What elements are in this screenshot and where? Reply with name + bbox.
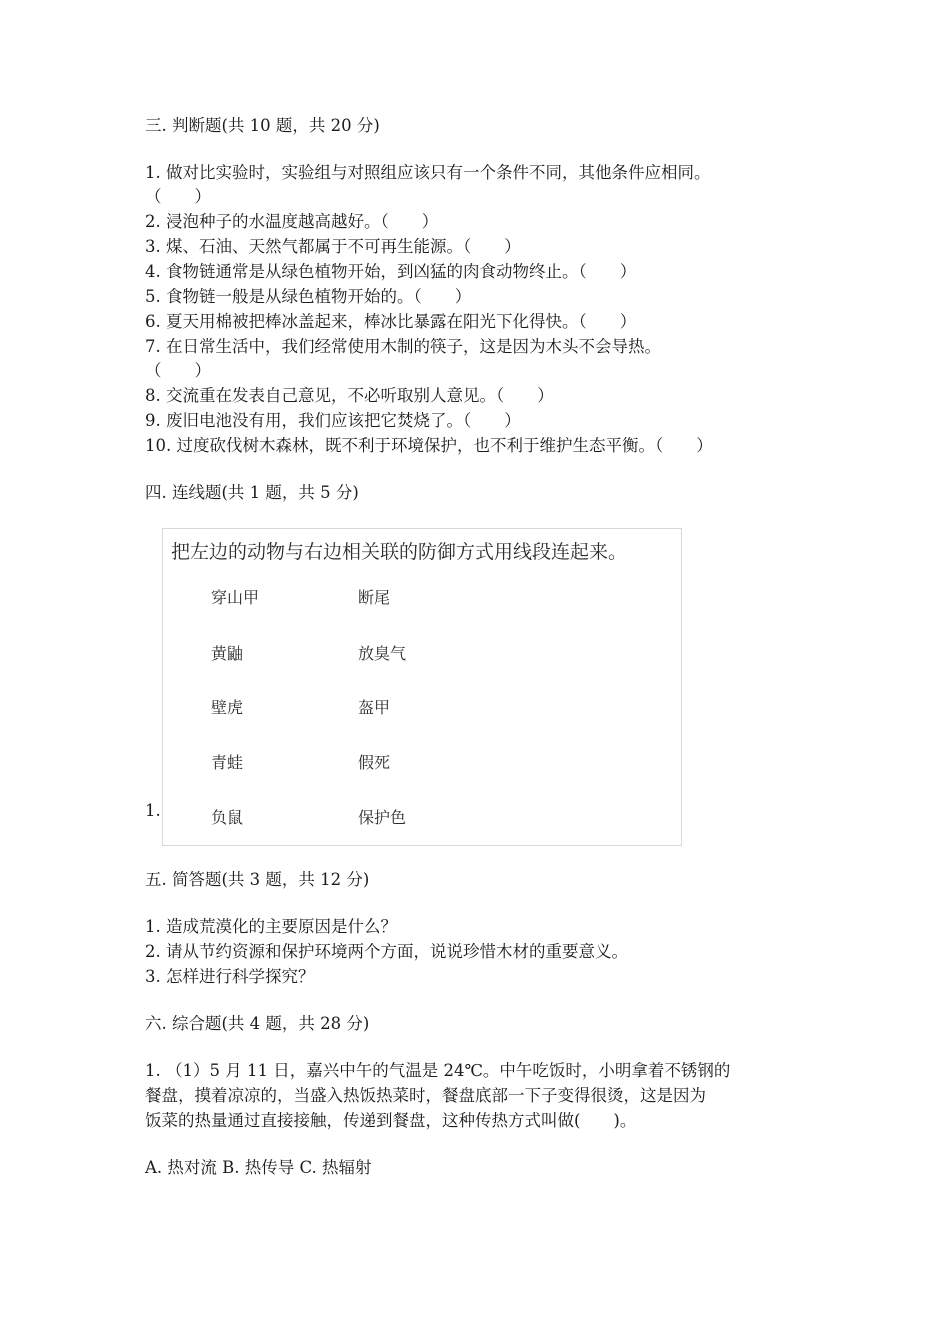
comprehensive-question-1-options: A. 热对流 B. 热传导 C. 热辐射 — [145, 1158, 372, 1177]
section3-title: 三. 判断题(共 10 题，共 20 分) — [145, 116, 380, 135]
short-answer-question-3: 3. 怎样进行科学探究？ — [145, 967, 315, 986]
matching-figure — [162, 528, 682, 846]
animal-item: 穿山甲 — [211, 588, 260, 607]
defense-item: 保护色 — [358, 808, 407, 827]
judge-question-7-blank: （ ） — [145, 361, 211, 380]
judge-question-2: 2. 浸泡种子的水温度越高越好。（ ） — [145, 212, 439, 231]
section5-title: 五. 简答题(共 3 题，共 12 分) — [145, 870, 370, 889]
comprehensive-question-1-line2: 餐盘，摸着凉凉的，当盛入热饭热菜时，餐盘底部一下子变得很烫，这是因为 — [145, 1086, 706, 1105]
defense-item: 放臭气 — [358, 644, 407, 663]
judge-question-5: 5. 食物链一般是从绿色植物开始的。（ ） — [145, 287, 472, 306]
judge-question-8: 8. 交流重在发表自己意见，不必听取别人意见。（ ） — [145, 386, 554, 405]
matching-instruction: 把左边的动物与右边相关联的防御方式用线段连起来。 — [171, 541, 628, 563]
comprehensive-question-1-line3: 饭菜的热量通过直接接触，传递到餐盘，这种传热方式叫做( )。 — [145, 1111, 637, 1130]
short-answer-question-2: 2. 请从节约资源和保护环境两个方面，说说珍惜木材的重要意义。 — [145, 942, 628, 961]
judge-question-1: 1. 做对比实验时，实验组与对照组应该只有一个条件不同，其他条件应相同。 — [145, 163, 711, 182]
judge-question-10: 10. 过度砍伐树木森林，既不利于环境保护，也不利于维护生态平衡。（ ） — [145, 436, 713, 455]
judge-question-1-blank: （ ） — [145, 187, 211, 206]
judge-question-3: 3. 煤、石油、天然气都属于不可再生能源。（ ） — [145, 237, 521, 256]
defense-item: 盔甲 — [358, 698, 391, 717]
animal-item: 壁虎 — [211, 698, 244, 717]
judge-question-7: 7. 在日常生活中，我们经常使用木制的筷子，这是因为木头不会导热。 — [145, 337, 661, 356]
section6-title: 六. 综合题(共 4 题，共 28 分) — [145, 1014, 370, 1033]
section4-title: 四. 连线题(共 1 题，共 5 分) — [145, 483, 359, 502]
animal-item: 青蛙 — [211, 753, 244, 772]
animal-item: 负鼠 — [211, 808, 244, 827]
judge-question-9: 9. 废旧电池没有用，我们应该把它焚烧了。（ ） — [145, 411, 521, 430]
short-answer-question-1: 1. 造成荒漠化的主要原因是什么？ — [145, 917, 397, 936]
judge-question-6: 6. 夏天用棉被把棒冰盖起来，棒冰比暴露在阳光下化得快。（ ） — [145, 312, 637, 331]
matching-question-number: 1. — [145, 801, 161, 820]
defense-item: 断尾 — [358, 588, 391, 607]
animal-item: 黄鼬 — [211, 644, 244, 663]
defense-item: 假死 — [358, 753, 391, 772]
comprehensive-question-1-line1: 1. （1）5 月 11 日，嘉兴中午的气温是 24℃。中午吃饭时，小明拿着不锈钢的 — [145, 1061, 731, 1080]
judge-question-4: 4. 食物链通常是从绿色植物开始，到凶猛的肉食动物终止。（ ） — [145, 262, 637, 281]
